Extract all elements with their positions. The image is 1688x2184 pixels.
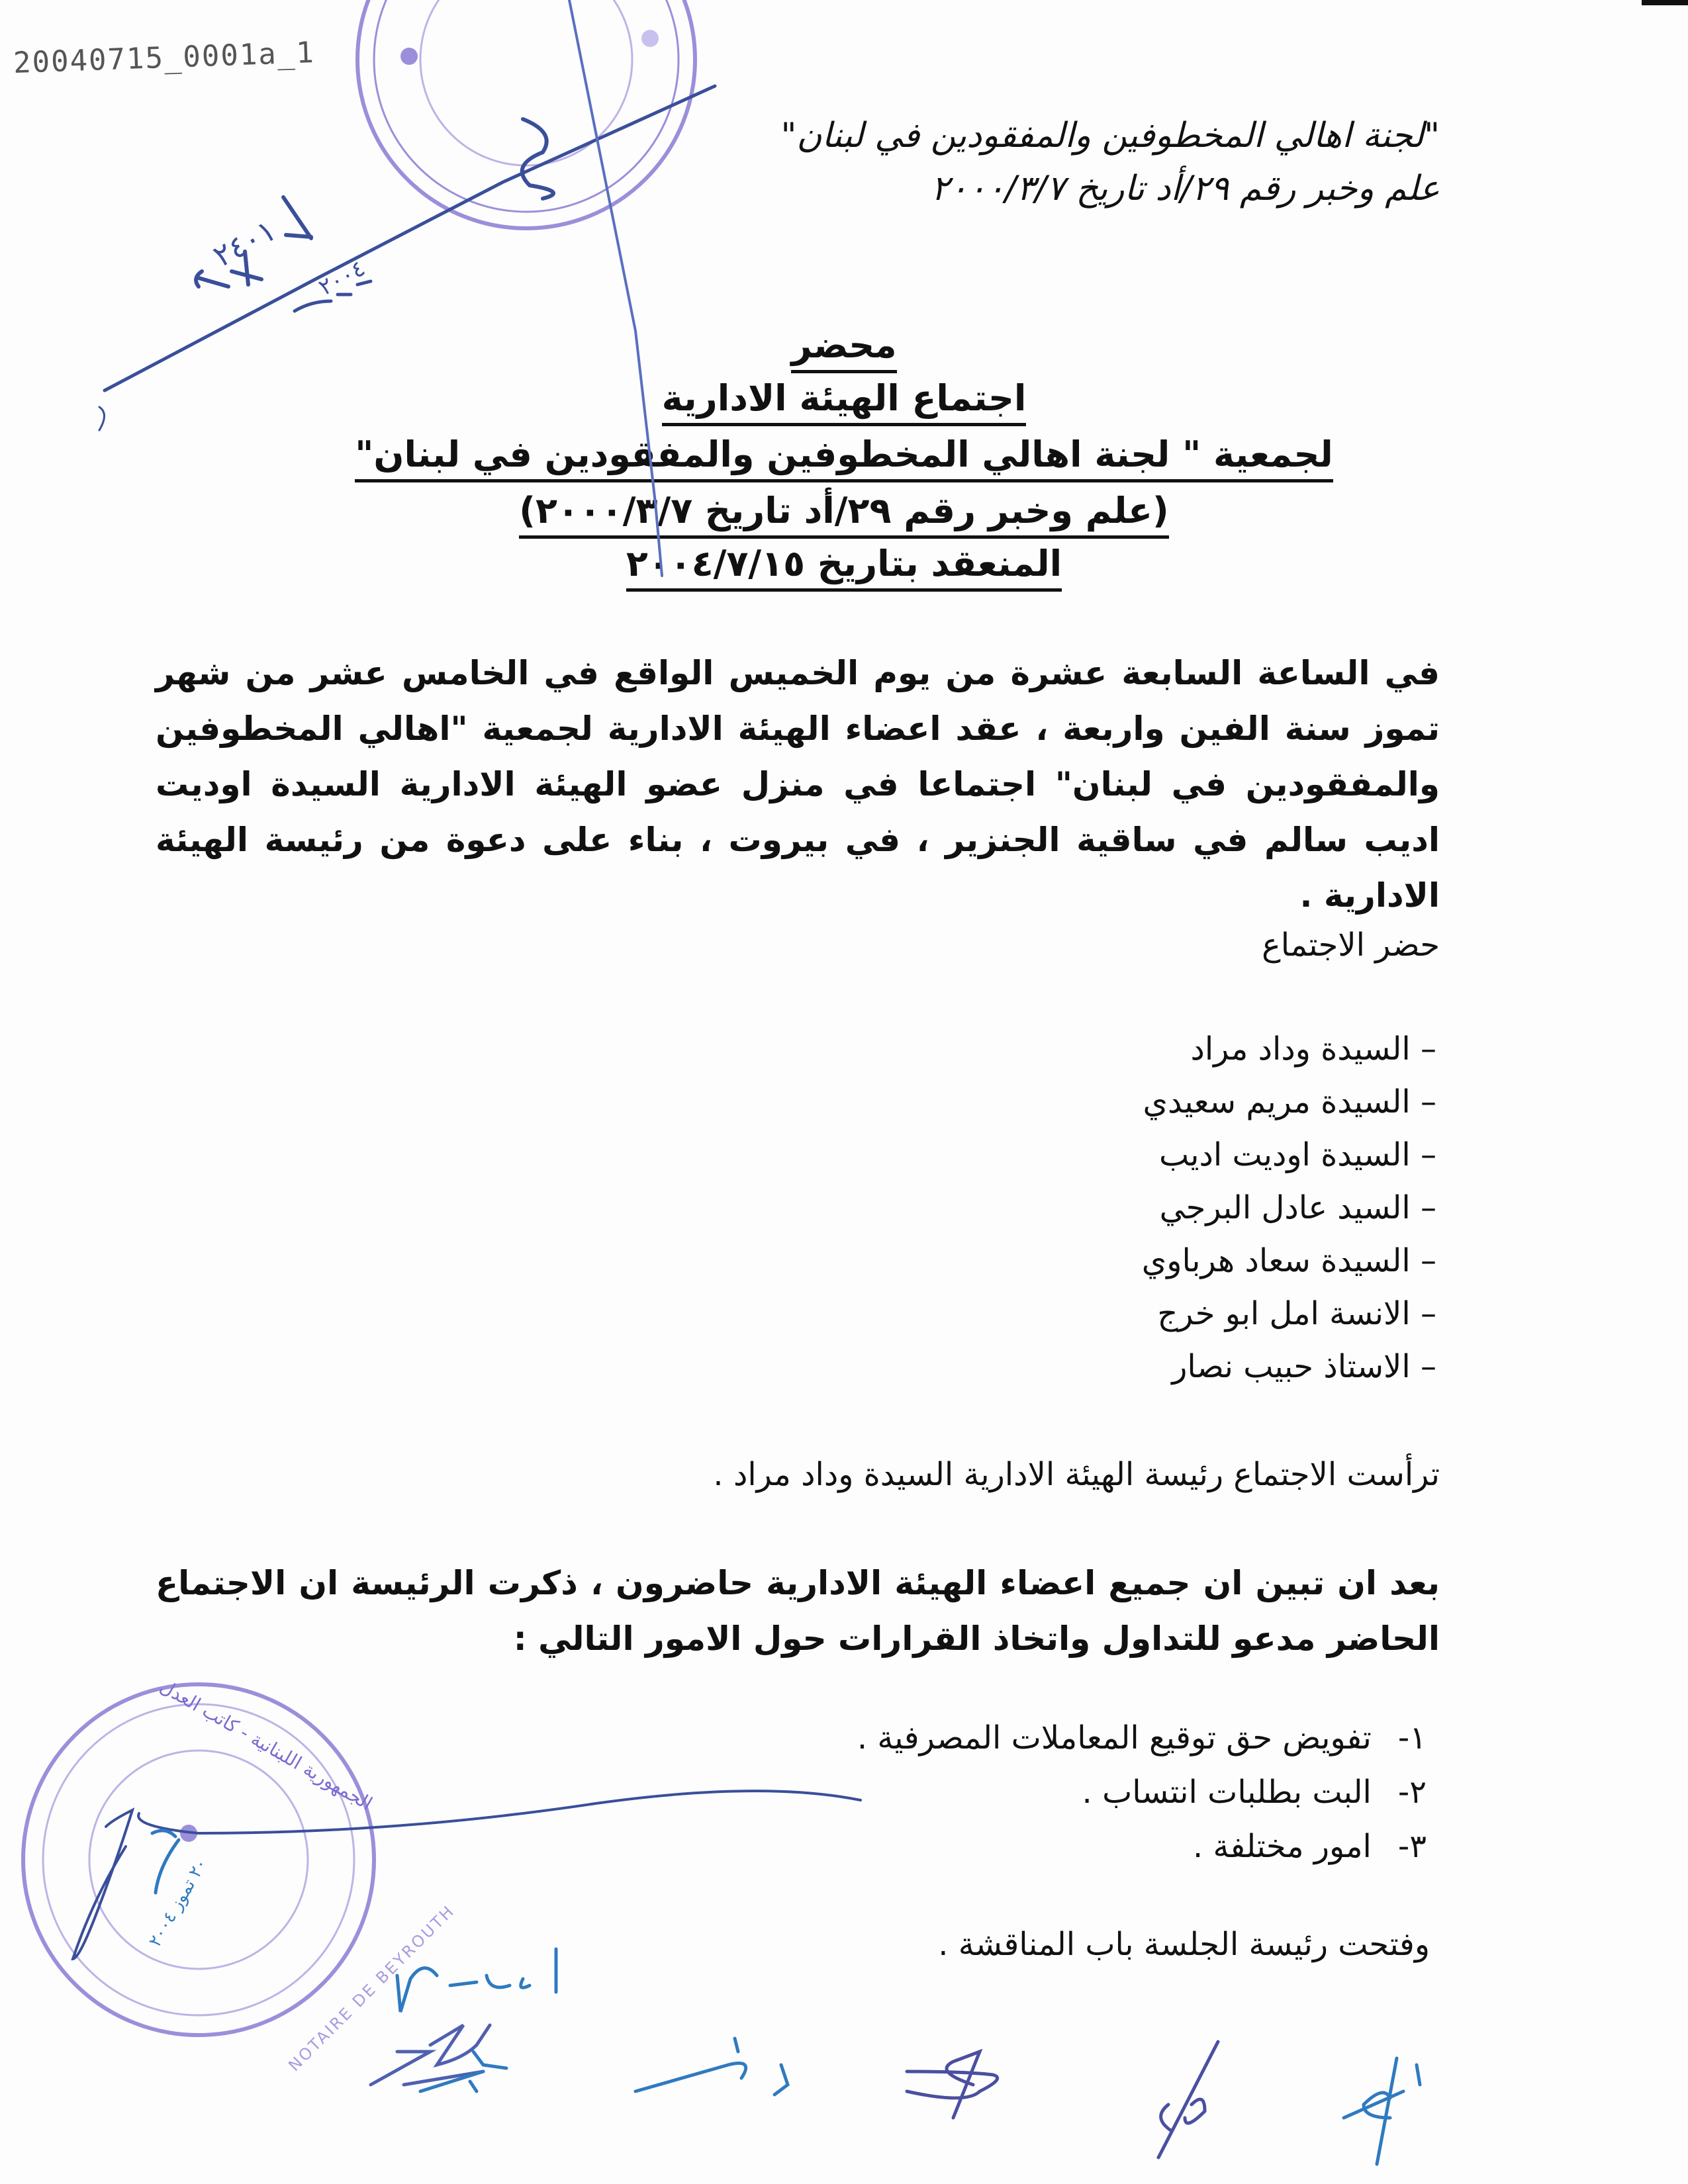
- title-registration: [0, 490, 1688, 539]
- attendee-item: – السيد عادل البرجي: [1159, 1189, 1436, 1226]
- closing-statement: وفتحت رئيسة الجلسة باب المناقشة .: [938, 1926, 1430, 1963]
- title-minutes: [0, 324, 1688, 373]
- title-minutes-text: محضر: [791, 324, 896, 373]
- attendee-item: – السيدة اوديت اديب: [1159, 1136, 1436, 1173]
- intro-paragraph: في الساعة السابعة عشرة من يوم الخميس الواقع في الخامس عشر من شهر تموز سنة الفين واربعة ، عقد اعضاء الهيئة الادارية لجمعية "اهالي المخطوفين والمفقودين في لبنان" اجتماعا في منزل عضو الهيئة الادارية السيدة اوديت اديب سالم في ساقية الجنزير ، في بيروت ، بناء على دعوة من رئيسة الهيئة الادارية .: [156, 654, 1440, 915]
- header-org-name: "لجنة اهالي المخطوفين والمفقودين في لبنان": [780, 116, 1440, 156]
- attendee-item: – الاستاذ حبيب نصار: [1172, 1348, 1436, 1385]
- handwritten-year-note: ٢٠٠٤: [314, 255, 370, 301]
- handwritten-ref-note: ٢٤٠١: [207, 211, 282, 275]
- title-date-text: المنعقد بتاريخ ٢٠٠٤/٧/١٥: [626, 543, 1062, 592]
- agenda-text: تفويض حق توقيع المعاملات المصرفية .: [857, 1719, 1372, 1756]
- quorum-paragraph: بعد ان تبين ان جميع اعضاء الهيئة الادارية حاضرون ، ذكرت الرئيسة ان الاجتماع الحاضر مدعو للتداول واتخاذ القرارات حول الامور التالي :: [156, 1564, 1440, 1658]
- title-date: [0, 543, 1688, 592]
- chair-statement: ترأست الاجتماع رئيسة الهيئة الادارية السيدة وداد مراد .: [713, 1456, 1440, 1493]
- stamp-text-latin: NOTAIRE DE BEYROUTH: [285, 1901, 459, 2075]
- agenda-item: [857, 1711, 1427, 1765]
- title-meeting-text: اجتماع الهيئة الادارية: [662, 377, 1027, 426]
- agenda-item: [857, 1819, 1427, 1874]
- notary-stamp-top: [357, 0, 695, 228]
- attendee-item: – السيدة سعاد هرباوي: [1141, 1242, 1436, 1279]
- stamp-text-arabic: الجمهورية اللبنانية - كاتب العدل: [156, 1675, 377, 1815]
- header-registration: علم وخبر رقم ٢٩/أد تاريخ ٢٠٠٠/٣/٧: [931, 169, 1440, 208]
- title-association: [0, 433, 1688, 482]
- attendees-list: [1142, 1023, 1436, 1393]
- agenda-text: البت بطلبات انتساب .: [1082, 1774, 1372, 1811]
- agenda-text: امور مختلفة .: [1193, 1828, 1372, 1865]
- title-registration-text: (علم وخبر رقم ٢٩/أد تاريخ ٢٠٠٠/٣/٧): [519, 490, 1168, 539]
- agenda-item: [857, 1765, 1427, 1819]
- handwritten-name-signature: [397, 1949, 556, 2012]
- attendees-heading: حضر الاجتماع: [1262, 927, 1440, 964]
- agenda-number: ١-: [1397, 1719, 1427, 1756]
- attendee-item: – السيدة وداد مراد: [1190, 1030, 1436, 1068]
- member-signatures: [371, 2025, 1420, 2164]
- title-association-text: لجمعية " لجنة اهالي المخطوفين والمفقودين في لبنان": [355, 433, 1333, 482]
- file-id-handwritten: 20040715_0001a_1: [13, 36, 316, 80]
- title-meeting: [0, 377, 1688, 426]
- agenda-number: ٣-: [1397, 1828, 1427, 1865]
- agenda-list: [857, 1711, 1427, 1874]
- scan-edge-mark: [1642, 0, 1688, 5]
- attendee-item: – السيدة مريم سعيدي: [1143, 1083, 1436, 1120]
- attendee-item: – الانسة امل ابو خرج: [1157, 1295, 1436, 1332]
- agenda-number: ٢-: [1397, 1774, 1427, 1811]
- stamp-date-text: ٢٠ تموز ٢٠٠٤: [145, 1855, 212, 1950]
